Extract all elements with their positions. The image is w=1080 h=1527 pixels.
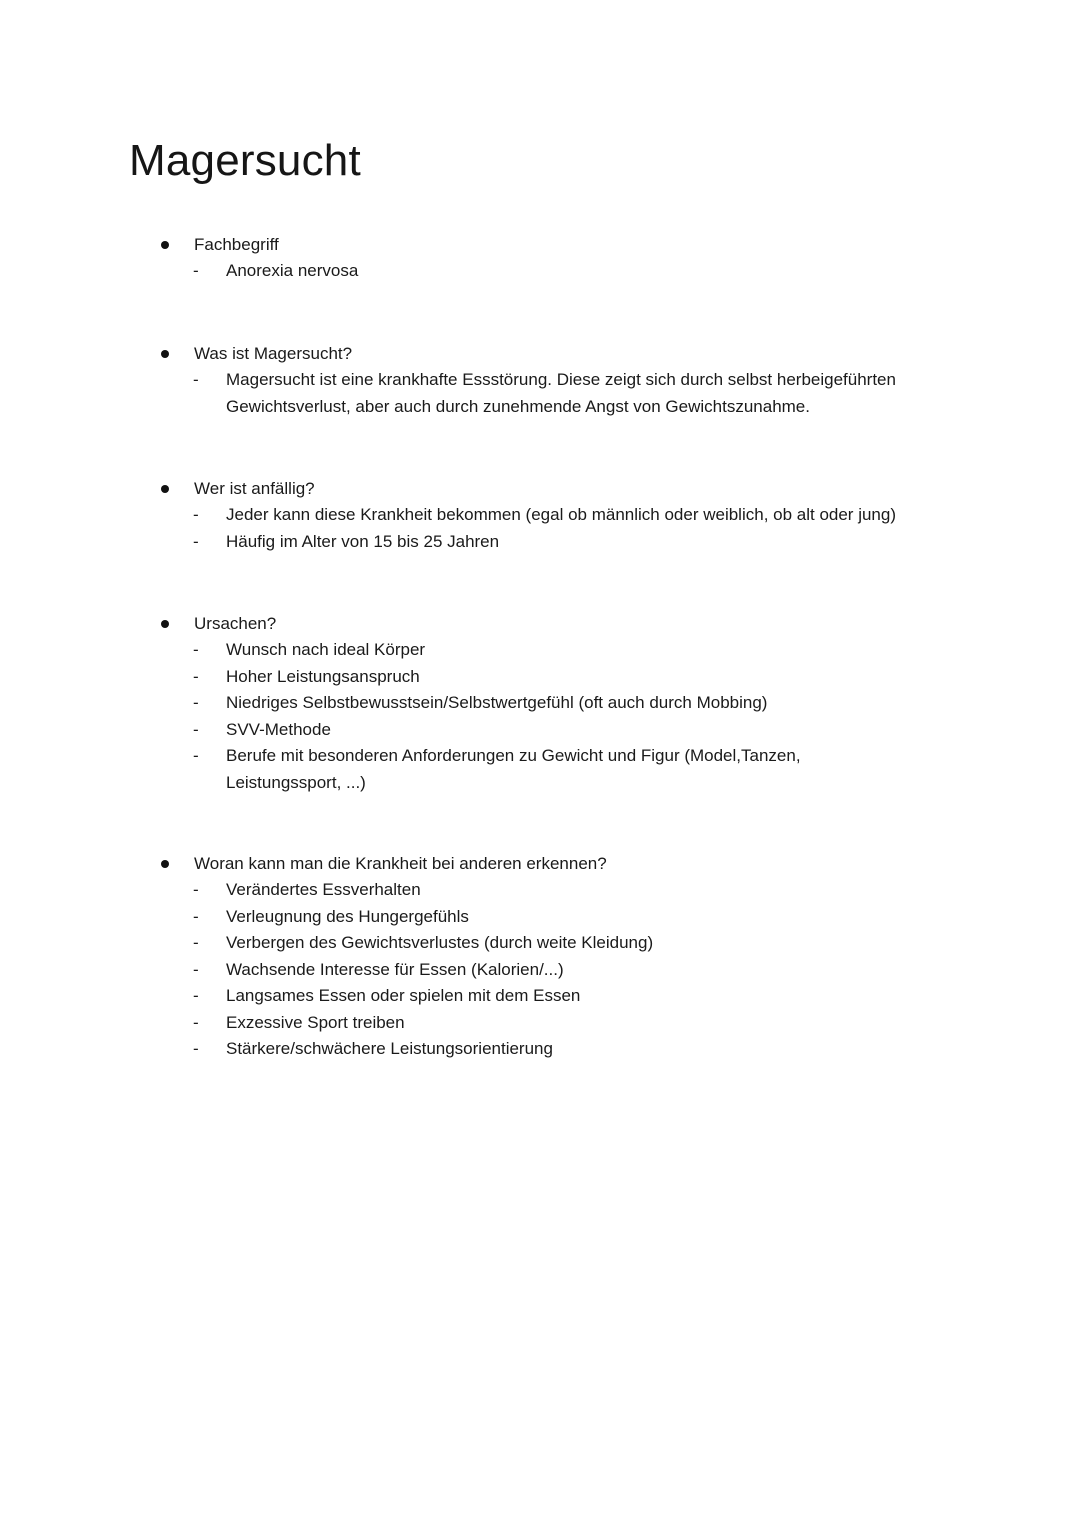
section-heading-row: [0, 232, 1080, 258]
list-item: [0, 367, 1080, 420]
dash-icon: -: [193, 933, 199, 952]
section-heading: Woran kann man die Krankheit bei anderen erkennen?: [194, 854, 607, 873]
dash-icon: -: [193, 1039, 199, 1058]
list-item-text: Hoher Leistungsanspruch: [226, 666, 420, 686]
section-wer-ist-anfaellig: [0, 476, 1080, 555]
list-item-text: Häufig im Alter von 15 bis 25 Jahren: [226, 531, 500, 551]
dash-icon: -: [193, 640, 199, 659]
dash-icon: -: [193, 531, 199, 551]
list-item: [0, 258, 1080, 285]
dash-icon: -: [193, 505, 199, 524]
list-item-text: SVV-Methode: [226, 719, 331, 739]
dash-icon: -: [193, 880, 199, 899]
list-item: [0, 1010, 1080, 1037]
bullet-icon: [161, 241, 169, 249]
dash-icon: -: [193, 693, 199, 712]
bullet-icon: [161, 620, 169, 628]
list-item-text: Anorexia nervosa: [226, 261, 359, 280]
dash-icon: -: [193, 986, 199, 1005]
list-item-text: Verändertes Essverhalten: [226, 880, 421, 899]
section-heading-row: [0, 476, 1080, 502]
section-heading: Was ist Magersucht?: [194, 344, 353, 363]
dash-icon: -: [193, 906, 199, 926]
section-heading-row: [0, 611, 1080, 637]
section-fachbegriff: [0, 232, 1080, 285]
section-heading-row: [0, 341, 1080, 367]
list-item: [0, 502, 1080, 529]
dash-icon: -: [193, 666, 199, 686]
list-item: [0, 637, 1080, 664]
dash-icon: -: [193, 1012, 199, 1032]
bullet-icon: [161, 860, 169, 868]
page-title: Magersucht: [129, 136, 361, 185]
list-item: [0, 957, 1080, 984]
sub-list: [0, 502, 1080, 555]
sub-list: [0, 637, 1080, 796]
list-item: [0, 983, 1080, 1010]
list-item-text: Langsames Essen oder spielen mit dem Essen: [226, 986, 581, 1005]
list-item: [0, 1036, 1080, 1063]
list-item-text: Wachsende Interesse für Essen (Kalorien/...): [226, 959, 564, 979]
list-item-text: Verleugnung des Hungergefühls: [226, 906, 469, 926]
section-heading: Ursachen?: [194, 614, 277, 633]
dash-icon: -: [193, 959, 199, 979]
sub-list: [0, 367, 1080, 420]
list-item: [0, 743, 1080, 796]
dash-icon: -: [193, 370, 199, 389]
section-heading: Fachbegriff: [194, 235, 279, 254]
list-item-text: Magersucht ist eine krankhafte Essstörung. Diese zeigt sich durch selbst herbeigeführten Gewichtsverlust, aber auch durch zunehmende Angst von Gewichtszunahme.: [226, 370, 896, 416]
list-item: [0, 717, 1080, 744]
list-item: [0, 904, 1080, 931]
dash-icon: -: [193, 261, 199, 280]
sub-list: [0, 877, 1080, 1063]
list-item: [0, 877, 1080, 904]
dash-icon: -: [193, 719, 199, 739]
list-item-text: Exzessive Sport treiben: [226, 1012, 405, 1032]
bullet-icon: [161, 485, 169, 493]
list-item: [0, 664, 1080, 691]
list-item-text: Berufe mit besonderen Anforderungen zu Gewicht und Figur (Model,Tanzen, Leistungssport, ...): [226, 746, 801, 792]
list-item-text: Jeder kann diese Krankheit bekommen (egal ob männlich oder weiblich, ob alt oder jung): [226, 505, 896, 524]
list-item: [0, 529, 1080, 556]
list-item-text: Verbergen des Gewichtsverlustes (durch weite Kleidung): [226, 933, 654, 952]
list-item: [0, 690, 1080, 717]
list-item: [0, 930, 1080, 957]
section-ursachen: [0, 611, 1080, 796]
list-item-text: Niedriges Selbstbewusstsein/Selbstwertgefühl (oft auch durch Mobbing): [226, 693, 768, 712]
list-item-text: Stärkere/schwächere Leistungsorientierung: [226, 1039, 553, 1058]
sub-list: [0, 258, 1080, 285]
section-heading-row: [0, 851, 1080, 877]
section-heading: Wer ist anfällig?: [194, 479, 315, 498]
bullet-icon: [161, 350, 169, 358]
dash-icon: -: [193, 746, 199, 765]
list-item-text: Wunsch nach ideal Körper: [226, 640, 426, 659]
section-erkennen: [0, 851, 1080, 1063]
section-was-ist: [0, 341, 1080, 420]
